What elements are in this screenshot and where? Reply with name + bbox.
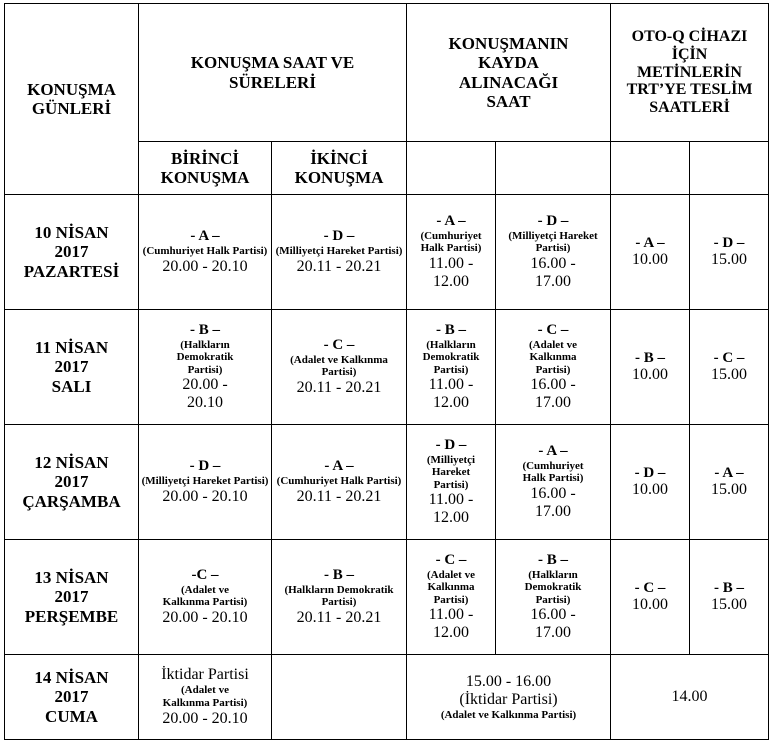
delivery-time: 15.00 — [711, 251, 747, 269]
record-cell — [407, 425, 496, 540]
delivery-time: 15.00 — [711, 366, 747, 384]
second-speech-cell — [272, 310, 407, 425]
day-cell — [5, 310, 139, 425]
party-name: (Halkların Demokratik Partisi) — [176, 338, 234, 376]
day-line: 14 NİSAN — [34, 668, 109, 688]
record-time: 12.00 — [433, 394, 469, 412]
party-letter: - C – — [435, 551, 467, 568]
party-letter: -C – — [191, 567, 219, 583]
delivery-time: 10.00 — [632, 366, 668, 384]
ruling-party-label: İktidar Partisi — [161, 666, 249, 684]
party-letter: - D – — [189, 458, 221, 475]
party-name: (Halkların Demokratik Partisi) — [284, 583, 394, 609]
delivery-time: 15.00 — [711, 481, 747, 499]
party-letter: - B – — [714, 579, 744, 596]
header-first: BİRİNCİ KONUŞMA — [139, 142, 272, 195]
delivery-time: 10.00 — [632, 596, 668, 614]
table-row — [5, 540, 769, 655]
header-empty-cell — [690, 142, 769, 195]
record-time: 17.00 — [535, 394, 571, 412]
speech-time: 20.11 - 20.21 — [296, 257, 382, 275]
table-row — [5, 425, 769, 540]
header-slots: KONUŞMA SAAT VE SÜRELERİ — [139, 4, 407, 142]
schedule-table — [4, 3, 769, 740]
empty-cell — [272, 655, 407, 740]
record-cell — [496, 195, 611, 310]
record-cell — [496, 310, 611, 425]
party-letter: - B – — [324, 567, 354, 583]
record-time: 12.00 — [433, 624, 469, 642]
party-letter: - C – — [713, 349, 745, 366]
party-name: (Cumhuriyet Halk Partisi) — [522, 459, 584, 485]
record-time: 12.00 — [433, 509, 469, 527]
second-speech-cell — [272, 425, 407, 540]
party-name: (Cumhuriyet Halk Partisi) — [420, 229, 482, 255]
first-speech-cell — [139, 655, 272, 740]
delivery-time: 14.00 — [671, 688, 708, 706]
delivery-time: 15.00 — [711, 596, 747, 614]
record-cell — [407, 540, 496, 655]
party-name: (Halkların Demokratik Partisi) — [422, 338, 480, 376]
speech-time: 20.00 - 20.10 — [162, 709, 248, 727]
speech-time: 20.11 - 20.21 — [296, 379, 382, 397]
day-cell — [5, 195, 139, 310]
party-letter: - B – — [538, 551, 568, 568]
party-letter: - A – — [436, 213, 466, 230]
record-cell — [496, 425, 611, 540]
delivery-cell — [611, 195, 690, 310]
party-letter: - C – — [323, 337, 355, 353]
party-letter: - D – — [537, 213, 569, 230]
record-time: 12.00 — [433, 273, 469, 291]
day-line: 10 NİSAN — [34, 223, 109, 243]
header-delivery: OTO-Q CİHAZI İÇİN METİNLERİN TRT’YE TESLİM SAATLERİ — [611, 4, 769, 142]
party-name: (Adalet ve Kalkınma Partisi) — [529, 338, 577, 376]
party-letter: - B – — [635, 349, 665, 366]
day-cell — [5, 655, 139, 740]
day-line: SALI — [51, 376, 92, 396]
party-letter: - B – — [190, 321, 220, 338]
party-letter: - A – — [635, 234, 665, 251]
party-name: (Milliyetçi Hareket Partisi) — [141, 475, 269, 488]
day-line: CUMA — [45, 706, 98, 726]
speech-time: 20.00 - 20.10 — [162, 257, 248, 275]
speech-time: 20.11 - 20.21 — [296, 609, 382, 627]
day-line: PERŞEMBE — [24, 606, 119, 626]
record-time: 11.00 - — [428, 255, 474, 273]
party-name: (Adalet ve Kalkınma Partisi) — [162, 684, 248, 709]
speech-time: 20.11 - 20.21 — [296, 487, 382, 505]
party-letter: - D – — [323, 228, 355, 245]
party-name: (Adalet ve Kalkınma Partisi) — [440, 708, 577, 721]
party-name: (Halkların Demokratik Partisi) — [524, 568, 582, 606]
party-name: (Milliyetçi Hareket Partisi) — [426, 453, 476, 491]
table-row — [5, 310, 769, 425]
record-time: 11.00 - — [428, 376, 474, 394]
header-second: İKİNCİ KONUŞMA — [272, 142, 407, 195]
delivery-cell — [611, 540, 690, 655]
party-letter: - A – — [324, 458, 354, 475]
party-name: (Milliyetçi Hareket Partisi) — [275, 245, 403, 258]
party-name: (Adalet ve Kalkınma Partisi) — [427, 568, 475, 606]
first-speech-cell — [139, 195, 272, 310]
party-name: (Cumhuriyet Halk Partisi) — [276, 475, 402, 488]
party-name: (Adalet ve Kalkınma Partisi) — [290, 353, 388, 379]
table-row — [5, 655, 769, 740]
party-name: (Adalet ve Kalkınma Partisi) — [162, 583, 248, 609]
party-letter: - C – — [634, 579, 666, 596]
delivery-cell — [611, 425, 690, 540]
speech-time: 20.00 - 20.10 — [162, 487, 248, 505]
day-line: 2017 — [54, 357, 89, 377]
delivery-cell — [611, 655, 769, 740]
party-letter: - D – — [713, 234, 745, 251]
record-time: 17.00 — [535, 624, 571, 642]
record-time: 16.00 - — [530, 606, 576, 624]
party-letter: - A – — [538, 443, 568, 460]
party-name: (Milliyetçi Hareket Partisi) — [508, 229, 598, 255]
delivery-time: 10.00 — [632, 481, 668, 499]
day-line: PAZARTESİ — [23, 261, 120, 281]
day-line: ÇARŞAMBA — [22, 491, 121, 511]
record-time: 16.00 - — [530, 376, 576, 394]
day-line: 11 NİSAN — [34, 338, 109, 358]
record-time: 17.00 — [535, 273, 571, 291]
party-letter: - D – — [634, 464, 666, 481]
party-letter: - A – — [190, 228, 220, 245]
day-cell — [5, 425, 139, 540]
day-cell — [5, 540, 139, 655]
first-speech-cell — [139, 540, 272, 655]
day-line: 12 NİSAN — [34, 453, 109, 473]
table-row — [5, 195, 769, 310]
party-letter: - D – — [435, 436, 467, 453]
day-line: 2017 — [54, 242, 89, 262]
record-time: 11.00 - — [428, 606, 474, 624]
first-speech-cell — [139, 310, 272, 425]
day-line: 2017 — [54, 587, 89, 607]
party-name: (Cumhuriyet Halk Partisi) — [142, 245, 268, 258]
header-empty-cell — [496, 142, 611, 195]
record-time: 15.00 - 16.00 — [465, 672, 552, 690]
header-empty-cell — [611, 142, 690, 195]
record-time: 17.00 — [535, 503, 571, 521]
day-line: 13 NİSAN — [34, 568, 109, 588]
delivery-cell — [690, 540, 769, 655]
party-letter: - A – — [714, 464, 744, 481]
record-cell — [407, 195, 496, 310]
record-cell — [407, 655, 611, 740]
ruling-party-label: (İktidar Partisi) — [459, 690, 558, 708]
second-speech-cell — [272, 540, 407, 655]
header-record: KONUŞMANIN KAYDA ALINACAĞI SAAT — [407, 4, 611, 142]
first-speech-cell — [139, 425, 272, 540]
record-time: 16.00 - — [530, 485, 576, 503]
delivery-cell — [690, 425, 769, 540]
delivery-cell — [690, 310, 769, 425]
delivery-time: 10.00 — [632, 251, 668, 269]
record-time: 11.00 - — [428, 491, 474, 509]
day-line: 2017 — [54, 687, 89, 707]
header-days: KONUŞMA GÜNLERİ — [5, 4, 139, 195]
second-speech-cell — [272, 195, 407, 310]
record-cell — [407, 310, 496, 425]
delivery-cell — [690, 195, 769, 310]
day-line: 2017 — [54, 472, 89, 492]
speech-time: 20.00 - 20.10 — [162, 609, 248, 627]
party-letter: - C – — [537, 321, 569, 338]
delivery-cell — [611, 310, 690, 425]
header-empty-cell — [407, 142, 496, 195]
record-time: 16.00 - — [530, 255, 576, 273]
party-letter: - B – — [436, 321, 466, 338]
record-cell — [496, 540, 611, 655]
speech-time: 20.00 - 20.10 — [182, 376, 228, 412]
